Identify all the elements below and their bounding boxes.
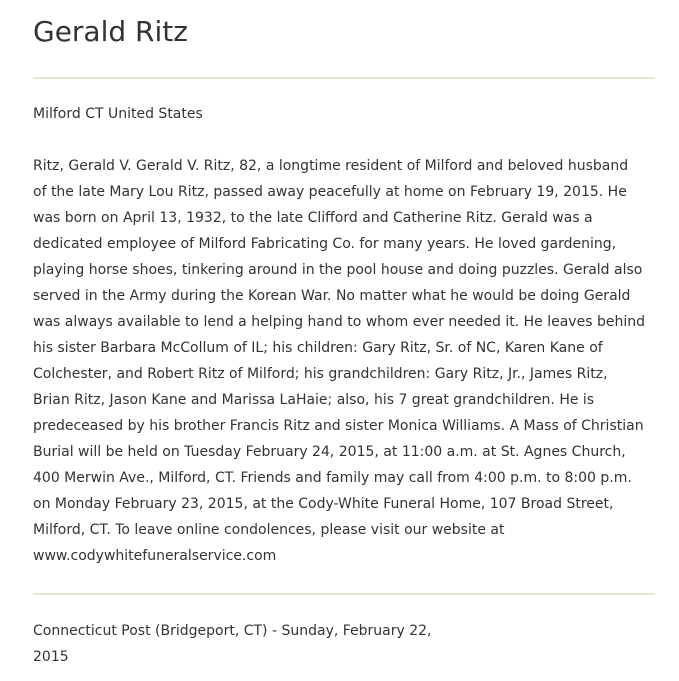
body-line: playing horse shoes, tinkering around in the pool house and doing puzzles. Gerald also [33, 262, 643, 278]
body-line: Milford, CT. To leave online condolences, please visit our website at [33, 522, 505, 538]
body-line: 400 Merwin Ave., Milford, CT. Friends and family may call from 4:00 p.m. to 8:00 p.m. [33, 470, 632, 486]
body-line: was always available to lend a helping hand to whom ever needed it. He leaves behind [33, 314, 645, 330]
body-line: Colchester, and Robert Ritz of Milford; his grandchildren: Gary Ritz, Jr., James Ritz, [33, 366, 608, 382]
body-line: dedicated employee of Milford Fabricating Co. for many years. He loved gardening, [33, 236, 617, 252]
body-line: on Monday February 23, 2015, at the Cody-White Funeral Home, 107 Broad Street, [33, 496, 614, 512]
body-line: Ritz, Gerald V. Gerald V. Ritz, 82, a longtime resident of Milford and beloved husband [33, 158, 629, 174]
page-title: Gerald Ritz [33, 15, 188, 48]
location-text: Milford CT United States [33, 106, 203, 122]
body-line: of the late Mary Lou Ritz, passed away peacefully at home on February 19, 2015. He [33, 184, 627, 200]
source-citation [33, 618, 432, 670]
body-line: Burial will be held on Tuesday February 24, 2015, at 11:00 a.m. at St. Agnes Church, [33, 444, 626, 460]
website-text: www.codywhitefuneralservice.com [33, 548, 277, 564]
body-line: his sister Barbara McCollum of IL; his children: Gary Ritz, Sr. of NC, Karen Kane of [33, 340, 603, 356]
bottom-divider [33, 593, 655, 595]
body-line: predeceased by his brother Francis Ritz and sister Monica Williams. A Mass of Christian [33, 418, 644, 434]
body-line: Brian Ritz, Jason Kane and Marissa LaHaie; also, his 7 great grandchildren. He is [33, 392, 595, 408]
body-line: was born on April 13, 1932, to the late Clifford and Catherine Ritz. Gerald was a [33, 210, 593, 226]
top-divider [33, 77, 655, 79]
body-line: served in the Army during the Korean War. No matter what he would be doing Gerald [33, 288, 631, 304]
source-line: Connecticut Post (Bridgeport, CT) - Sunday, February 22, [33, 623, 432, 639]
obituary-body [33, 153, 649, 569]
source-line: 2015 [33, 649, 69, 665]
